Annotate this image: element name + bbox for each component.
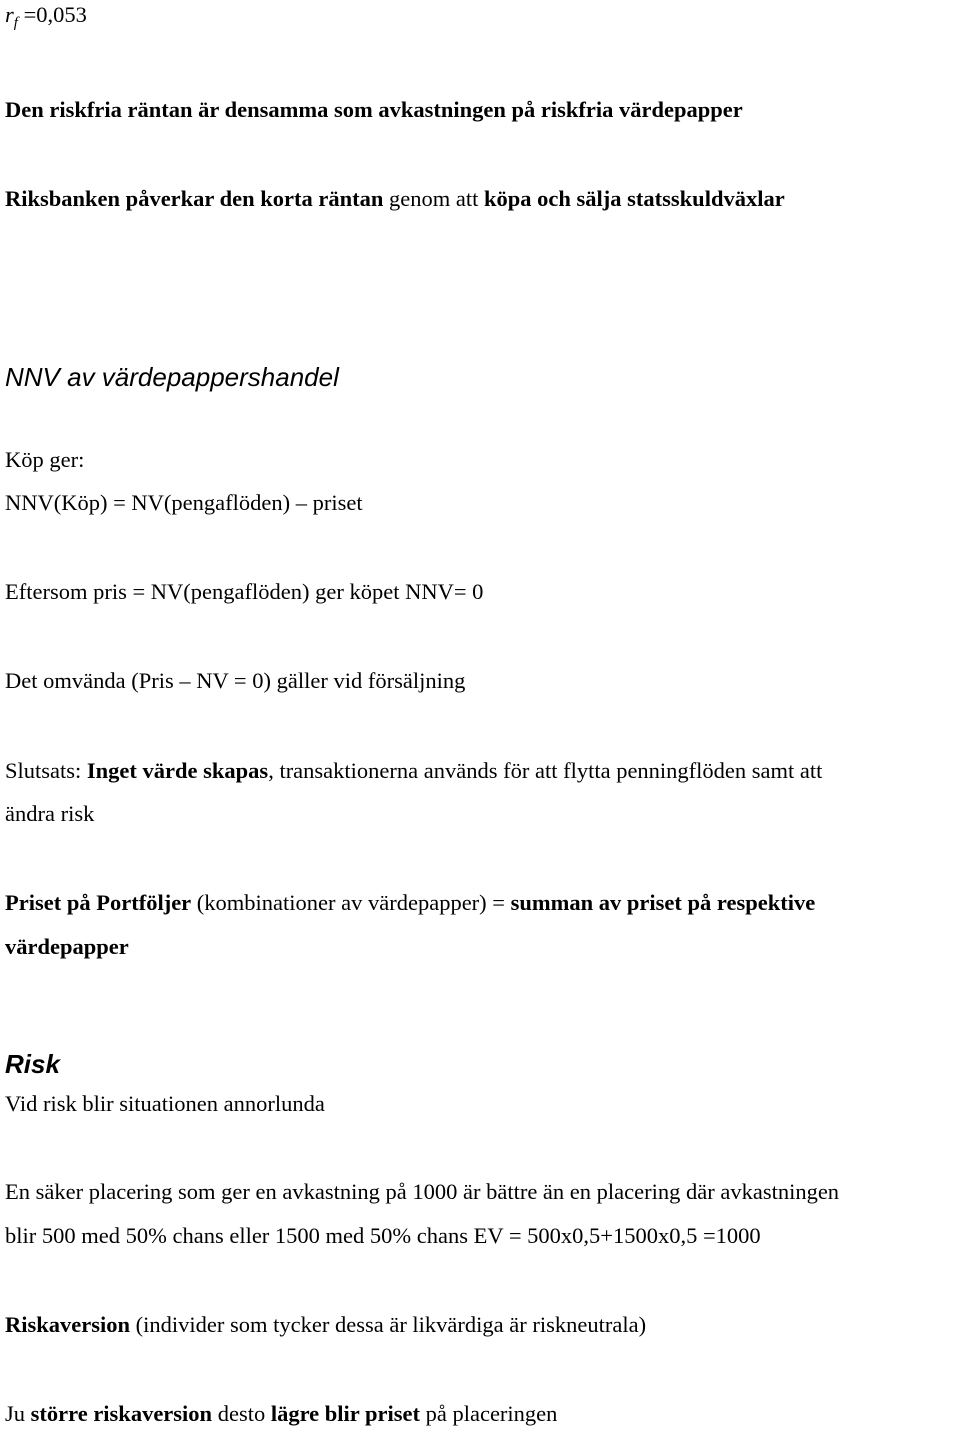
rf-subscript: f xyxy=(13,15,18,31)
conclusion-part-1: Ju xyxy=(5,1401,31,1426)
omvanda-line: Det omvända (Pris – NV = 0) gäller vid försäljning xyxy=(5,668,466,693)
eftersom-line: Eftersom pris = NV(pengaflöden) ger köpet NNV= 0 xyxy=(5,579,484,604)
vid-risk-line: Vid risk blir situationen annorlunda xyxy=(5,1091,325,1116)
priset-bold-2: summan av priset på respektive xyxy=(510,890,816,915)
conclusion-bold-2: lägre blir priset xyxy=(270,1401,420,1426)
riksbank-bold-1: Riksbanken påverkar den korta räntan xyxy=(5,186,384,211)
priset-line-1 xyxy=(5,888,815,918)
slutsats-line-2: ändra risk xyxy=(5,801,95,826)
riskaversion-line xyxy=(5,1310,646,1340)
riskaversion-bold: Riskaversion xyxy=(5,1312,131,1337)
riksbank-bold-2: köpa och sälja statsskuldväxlar xyxy=(484,186,785,211)
riskaversion-rest: (individer som tycker dessa är likvärdiga är riskneutrala) xyxy=(130,1312,647,1337)
risk-heading: Risk xyxy=(5,1049,60,1079)
priset-line-2: värdepapper xyxy=(5,934,129,959)
example-line-1: En säker placering som ger en avkastning på 1000 är bättre än en placering där avkastningen xyxy=(5,1179,840,1204)
example-line-2: blir 500 med 50% chans eller 1500 med 50% chans EV = 500x0,5+1500x0,5 =1000 xyxy=(5,1223,761,1248)
conclusion-line xyxy=(5,1399,557,1429)
nnv-formula: NNV(Köp) = NV(pengaflöden) – priset xyxy=(5,490,363,515)
kop-ger: Köp ger: xyxy=(5,447,85,472)
priset-bold-1: Priset på Portföljer xyxy=(5,890,192,915)
rf-value: =0,053 xyxy=(17,2,87,27)
slutsats-prefix: Slutsats: xyxy=(5,758,87,783)
slutsats-line-1 xyxy=(5,756,822,786)
slutsats-rest: , transaktionerna används för att flytta penningflöden samt att xyxy=(268,758,823,783)
nnv-heading: NNV av värdepappershandel xyxy=(5,362,339,392)
riksbank-line xyxy=(5,184,785,214)
conclusion-bold-1: större riskaversion xyxy=(30,1401,213,1426)
slutsats-bold: Inget värde skapas xyxy=(86,758,269,783)
rf-line xyxy=(5,0,87,38)
rf-symbol: $r_f$ xyxy=(5,2,18,31)
riksbank-plain: genom att xyxy=(383,186,485,211)
conclusion-part-3: på placeringen xyxy=(419,1401,558,1426)
priset-mid: (kombinationer av värdepapper) = xyxy=(191,890,511,915)
riskfree-statement: Den riskfria räntan är densamma som avkastningen på riskfria värdepapper xyxy=(5,97,743,122)
conclusion-part-2: desto xyxy=(212,1401,271,1426)
